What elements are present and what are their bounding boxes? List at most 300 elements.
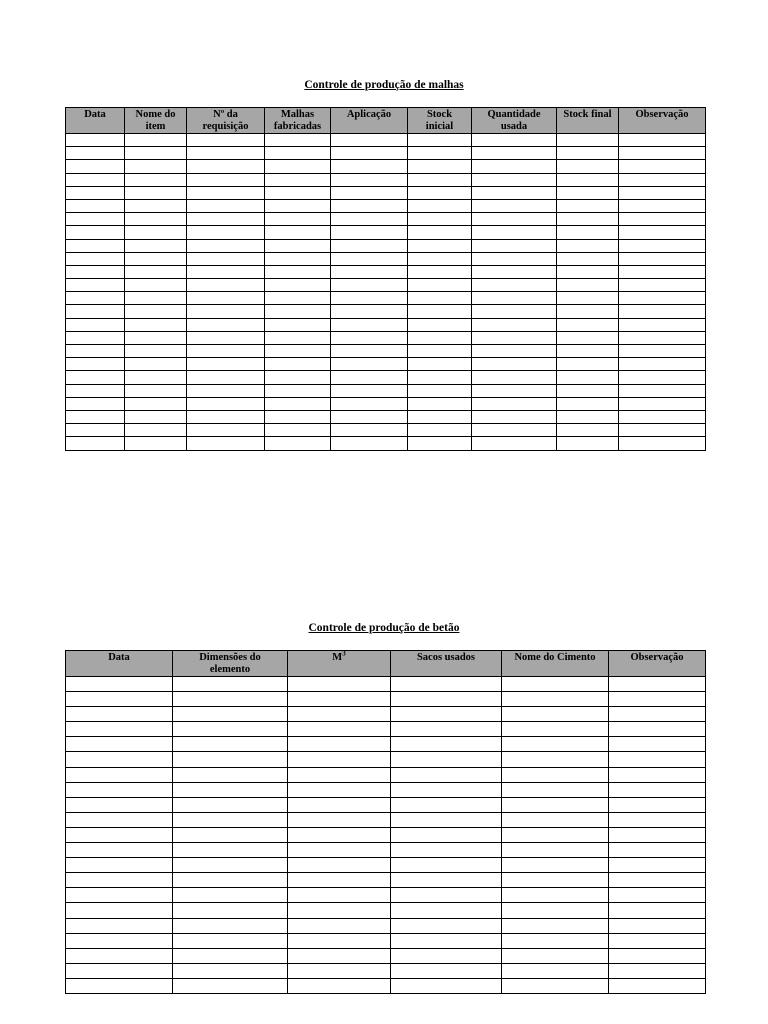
table-cell bbox=[472, 292, 557, 305]
table-cell bbox=[502, 722, 609, 737]
table-cell bbox=[557, 147, 619, 160]
table-cell bbox=[173, 963, 288, 978]
table-cell bbox=[502, 918, 609, 933]
table-cell bbox=[187, 186, 265, 199]
table-row bbox=[66, 397, 706, 410]
table-cell bbox=[609, 677, 706, 692]
table-cell bbox=[619, 134, 706, 147]
table-cell bbox=[619, 384, 706, 397]
table-cell bbox=[187, 358, 265, 371]
table-cell bbox=[265, 213, 331, 226]
table-cell bbox=[408, 292, 472, 305]
table-cell bbox=[66, 134, 125, 147]
table-cell bbox=[66, 948, 173, 963]
table-cell bbox=[265, 318, 331, 331]
table-row bbox=[66, 173, 706, 186]
table-cell bbox=[173, 948, 288, 963]
table-row bbox=[66, 305, 706, 318]
table-cell bbox=[66, 371, 125, 384]
table-cell bbox=[619, 292, 706, 305]
header-stock-final: Stock final bbox=[557, 108, 619, 134]
table-cell bbox=[408, 279, 472, 292]
table-cell bbox=[472, 384, 557, 397]
header-numero-requisicao: Nº da requisição bbox=[187, 108, 265, 134]
table-cell bbox=[125, 292, 187, 305]
table-cell bbox=[173, 843, 288, 858]
table-cell bbox=[66, 888, 173, 903]
table-cell bbox=[557, 213, 619, 226]
table-cell bbox=[66, 160, 125, 173]
table-cell bbox=[391, 888, 502, 903]
table-cell bbox=[187, 371, 265, 384]
table-row bbox=[66, 437, 706, 450]
table-cell bbox=[557, 305, 619, 318]
table-cell bbox=[288, 707, 391, 722]
table-row bbox=[66, 252, 706, 265]
table-cell bbox=[408, 186, 472, 199]
table-cell bbox=[125, 199, 187, 212]
table-cell bbox=[557, 252, 619, 265]
table-cell bbox=[331, 199, 408, 212]
table-cell bbox=[265, 292, 331, 305]
table-cell bbox=[391, 843, 502, 858]
table-cell bbox=[187, 147, 265, 160]
table-cell bbox=[331, 331, 408, 344]
table-cell bbox=[265, 371, 331, 384]
table-cell bbox=[609, 707, 706, 722]
table-cell bbox=[66, 797, 173, 812]
table-cell bbox=[288, 827, 391, 842]
table-cell bbox=[391, 767, 502, 782]
table-cell bbox=[331, 424, 408, 437]
header-data: Data bbox=[66, 108, 125, 134]
table-cell bbox=[265, 160, 331, 173]
table-cell bbox=[408, 331, 472, 344]
malhas-table-title-text: Controle de produção de malhas bbox=[304, 79, 464, 91]
table-cell bbox=[609, 843, 706, 858]
table-cell bbox=[66, 918, 173, 933]
table-cell bbox=[66, 265, 125, 278]
table-cell bbox=[331, 305, 408, 318]
table-cell bbox=[66, 186, 125, 199]
table-cell bbox=[187, 437, 265, 450]
table-row bbox=[66, 239, 706, 252]
table-cell bbox=[66, 752, 173, 767]
table-cell bbox=[619, 305, 706, 318]
table-cell bbox=[187, 292, 265, 305]
table-cell bbox=[66, 722, 173, 737]
table-cell bbox=[391, 918, 502, 933]
table-cell bbox=[173, 737, 288, 752]
table-row bbox=[66, 134, 706, 147]
table-cell bbox=[288, 858, 391, 873]
table-cell bbox=[173, 767, 288, 782]
table-cell bbox=[391, 677, 502, 692]
header-nome-do-cimento: Nome do Cimento bbox=[502, 651, 609, 677]
table-cell bbox=[288, 752, 391, 767]
table-cell bbox=[66, 424, 125, 437]
table-cell bbox=[173, 692, 288, 707]
table-cell bbox=[391, 978, 502, 993]
table-cell bbox=[472, 160, 557, 173]
table-cell bbox=[265, 437, 331, 450]
table-row bbox=[66, 147, 706, 160]
table-cell bbox=[265, 358, 331, 371]
table-cell bbox=[502, 888, 609, 903]
table-row bbox=[66, 358, 706, 371]
table-cell bbox=[125, 410, 187, 423]
table-cell bbox=[619, 371, 706, 384]
table-cell bbox=[125, 345, 187, 358]
table-cell bbox=[265, 410, 331, 423]
table-cell bbox=[557, 226, 619, 239]
betao-table-body bbox=[66, 677, 706, 994]
table-cell bbox=[125, 226, 187, 239]
table-cell bbox=[391, 858, 502, 873]
header-m3-label: M bbox=[332, 652, 343, 663]
table-cell bbox=[265, 239, 331, 252]
table-cell bbox=[66, 384, 125, 397]
table-cell bbox=[619, 410, 706, 423]
table-row bbox=[66, 903, 706, 918]
table-cell bbox=[187, 134, 265, 147]
header-aplicacao: Aplicação bbox=[331, 108, 408, 134]
table-cell bbox=[125, 358, 187, 371]
table-cell bbox=[408, 358, 472, 371]
table-cell bbox=[125, 186, 187, 199]
table-row bbox=[66, 722, 706, 737]
table-cell bbox=[265, 134, 331, 147]
table-row bbox=[66, 213, 706, 226]
table-row bbox=[66, 918, 706, 933]
table-cell bbox=[125, 252, 187, 265]
table-cell bbox=[609, 888, 706, 903]
table-cell bbox=[125, 147, 187, 160]
table-cell bbox=[331, 186, 408, 199]
table-cell bbox=[125, 371, 187, 384]
table-row bbox=[66, 692, 706, 707]
table-cell bbox=[502, 903, 609, 918]
table-cell bbox=[391, 933, 502, 948]
table-cell bbox=[391, 797, 502, 812]
table-cell bbox=[187, 331, 265, 344]
table-cell bbox=[187, 384, 265, 397]
table-row bbox=[66, 812, 706, 827]
table-cell bbox=[288, 888, 391, 903]
table-cell bbox=[187, 173, 265, 186]
table-cell bbox=[408, 371, 472, 384]
table-cell bbox=[66, 358, 125, 371]
table-cell bbox=[619, 331, 706, 344]
table-cell bbox=[331, 371, 408, 384]
header-dimensoes-do-elemento: Dimensões do elemento bbox=[173, 651, 288, 677]
table-cell bbox=[502, 767, 609, 782]
table-row bbox=[66, 737, 706, 752]
table-cell bbox=[288, 677, 391, 692]
table-cell bbox=[265, 226, 331, 239]
table-cell bbox=[609, 722, 706, 737]
table-row bbox=[66, 767, 706, 782]
table-cell bbox=[66, 933, 173, 948]
table-cell bbox=[502, 737, 609, 752]
betao-production-table bbox=[65, 650, 706, 994]
table-cell bbox=[609, 692, 706, 707]
table-cell bbox=[557, 371, 619, 384]
table-cell bbox=[557, 199, 619, 212]
table-cell bbox=[557, 437, 619, 450]
table-row bbox=[66, 677, 706, 692]
table-cell bbox=[265, 252, 331, 265]
table-cell bbox=[408, 134, 472, 147]
table-cell bbox=[66, 812, 173, 827]
table-cell bbox=[502, 797, 609, 812]
table-cell bbox=[66, 279, 125, 292]
table-cell bbox=[187, 410, 265, 423]
table-cell bbox=[66, 147, 125, 160]
table-cell bbox=[173, 797, 288, 812]
table-cell bbox=[472, 239, 557, 252]
table-cell bbox=[331, 252, 408, 265]
header-sacos-usados: Sacos usados bbox=[391, 651, 502, 677]
table-cell bbox=[66, 397, 125, 410]
table-cell bbox=[502, 752, 609, 767]
table-cell bbox=[391, 737, 502, 752]
table-cell bbox=[265, 265, 331, 278]
table-cell bbox=[187, 199, 265, 212]
table-cell bbox=[408, 147, 472, 160]
header-quantidade-usada: Quantidade usada bbox=[472, 108, 557, 134]
table-row bbox=[66, 292, 706, 305]
table-cell bbox=[472, 147, 557, 160]
table-cell bbox=[391, 963, 502, 978]
table-cell bbox=[472, 397, 557, 410]
table-cell bbox=[125, 305, 187, 318]
table-cell bbox=[66, 239, 125, 252]
table-row bbox=[66, 160, 706, 173]
table-cell bbox=[288, 933, 391, 948]
table-cell bbox=[472, 358, 557, 371]
malhas-table-body bbox=[66, 134, 706, 451]
table-cell bbox=[391, 903, 502, 918]
table-cell bbox=[288, 978, 391, 993]
table-cell bbox=[619, 345, 706, 358]
table-cell bbox=[408, 239, 472, 252]
table-cell bbox=[472, 424, 557, 437]
table-row bbox=[66, 858, 706, 873]
table-cell bbox=[391, 873, 502, 888]
table-cell bbox=[557, 173, 619, 186]
table-cell bbox=[66, 677, 173, 692]
table-cell bbox=[187, 239, 265, 252]
table-cell bbox=[619, 397, 706, 410]
table-cell bbox=[619, 213, 706, 226]
table-cell bbox=[408, 410, 472, 423]
malhas-header-row bbox=[66, 108, 706, 134]
table-cell bbox=[502, 677, 609, 692]
table-cell bbox=[502, 948, 609, 963]
table-cell bbox=[408, 424, 472, 437]
table-cell bbox=[288, 873, 391, 888]
table-cell bbox=[391, 707, 502, 722]
table-cell bbox=[265, 186, 331, 199]
header-data: Data bbox=[66, 651, 173, 677]
table-cell bbox=[288, 918, 391, 933]
table-cell bbox=[173, 782, 288, 797]
table-cell bbox=[66, 437, 125, 450]
table-cell bbox=[502, 707, 609, 722]
malhas-table-title bbox=[0, 78, 768, 92]
table-cell bbox=[331, 213, 408, 226]
table-cell bbox=[187, 226, 265, 239]
table-cell bbox=[66, 226, 125, 239]
table-row bbox=[66, 827, 706, 842]
table-cell bbox=[408, 384, 472, 397]
table-cell bbox=[391, 752, 502, 767]
table-row bbox=[66, 797, 706, 812]
table-cell bbox=[609, 767, 706, 782]
table-cell bbox=[288, 812, 391, 827]
table-cell bbox=[472, 305, 557, 318]
table-cell bbox=[619, 147, 706, 160]
table-cell bbox=[173, 752, 288, 767]
table-cell bbox=[391, 812, 502, 827]
table-cell bbox=[619, 424, 706, 437]
table-cell bbox=[265, 345, 331, 358]
table-row bbox=[66, 279, 706, 292]
table-cell bbox=[331, 410, 408, 423]
table-row bbox=[66, 265, 706, 278]
table-cell bbox=[66, 213, 125, 226]
table-cell bbox=[187, 252, 265, 265]
table-cell bbox=[557, 318, 619, 331]
table-cell bbox=[331, 134, 408, 147]
table-cell bbox=[265, 147, 331, 160]
table-row bbox=[66, 345, 706, 358]
header-stock-inicial: Stock inicial bbox=[408, 108, 472, 134]
table-cell bbox=[619, 186, 706, 199]
table-cell bbox=[472, 410, 557, 423]
table-cell bbox=[265, 305, 331, 318]
table-row bbox=[66, 948, 706, 963]
table-cell bbox=[391, 827, 502, 842]
table-row bbox=[66, 888, 706, 903]
table-cell bbox=[66, 173, 125, 186]
table-row bbox=[66, 873, 706, 888]
betao-table-title bbox=[0, 621, 768, 635]
table-cell bbox=[331, 318, 408, 331]
table-cell bbox=[619, 279, 706, 292]
table-cell bbox=[265, 424, 331, 437]
table-cell bbox=[472, 371, 557, 384]
table-cell bbox=[619, 199, 706, 212]
table-row bbox=[66, 782, 706, 797]
table-cell bbox=[557, 186, 619, 199]
table-cell bbox=[472, 134, 557, 147]
table-cell bbox=[557, 331, 619, 344]
table-cell bbox=[331, 147, 408, 160]
table-cell bbox=[66, 305, 125, 318]
table-cell bbox=[619, 358, 706, 371]
table-cell bbox=[408, 345, 472, 358]
table-cell bbox=[502, 978, 609, 993]
table-cell bbox=[502, 782, 609, 797]
table-cell bbox=[502, 827, 609, 842]
table-cell bbox=[125, 265, 187, 278]
table-cell bbox=[288, 767, 391, 782]
table-row bbox=[66, 226, 706, 239]
table-cell bbox=[502, 843, 609, 858]
table-cell bbox=[288, 797, 391, 812]
table-cell bbox=[288, 692, 391, 707]
table-cell bbox=[265, 173, 331, 186]
table-cell bbox=[609, 918, 706, 933]
table-cell bbox=[288, 737, 391, 752]
table-cell bbox=[125, 424, 187, 437]
table-cell bbox=[288, 782, 391, 797]
table-cell bbox=[66, 782, 173, 797]
table-cell bbox=[288, 843, 391, 858]
table-cell bbox=[187, 213, 265, 226]
table-cell bbox=[472, 265, 557, 278]
table-cell bbox=[408, 252, 472, 265]
table-cell bbox=[557, 384, 619, 397]
table-cell bbox=[331, 358, 408, 371]
table-cell bbox=[66, 827, 173, 842]
table-row bbox=[66, 933, 706, 948]
table-cell bbox=[472, 252, 557, 265]
table-cell bbox=[173, 827, 288, 842]
table-cell bbox=[66, 737, 173, 752]
table-cell bbox=[125, 384, 187, 397]
malhas-production-table bbox=[65, 107, 706, 451]
table-cell bbox=[173, 858, 288, 873]
table-cell bbox=[331, 173, 408, 186]
table-cell bbox=[331, 384, 408, 397]
betao-table-title-text: Controle de produção de betão bbox=[308, 622, 460, 634]
table-cell bbox=[66, 692, 173, 707]
table-cell bbox=[609, 782, 706, 797]
table-cell bbox=[391, 782, 502, 797]
table-cell bbox=[331, 279, 408, 292]
table-cell bbox=[502, 933, 609, 948]
table-cell bbox=[265, 384, 331, 397]
table-cell bbox=[187, 424, 265, 437]
table-row bbox=[66, 752, 706, 767]
table-cell bbox=[472, 173, 557, 186]
table-row bbox=[66, 331, 706, 344]
table-cell bbox=[187, 345, 265, 358]
table-cell bbox=[502, 812, 609, 827]
table-cell bbox=[66, 767, 173, 782]
table-cell bbox=[609, 827, 706, 842]
table-cell bbox=[408, 397, 472, 410]
table-cell bbox=[408, 318, 472, 331]
table-cell bbox=[265, 199, 331, 212]
table-cell bbox=[472, 226, 557, 239]
table-cell bbox=[173, 933, 288, 948]
table-cell bbox=[66, 843, 173, 858]
table-row bbox=[66, 371, 706, 384]
table-cell bbox=[125, 279, 187, 292]
table-cell bbox=[619, 226, 706, 239]
table-cell bbox=[619, 160, 706, 173]
table-cell bbox=[557, 410, 619, 423]
table-cell bbox=[173, 722, 288, 737]
table-row bbox=[66, 410, 706, 423]
table-cell bbox=[472, 318, 557, 331]
table-cell bbox=[331, 397, 408, 410]
table-cell bbox=[173, 888, 288, 903]
